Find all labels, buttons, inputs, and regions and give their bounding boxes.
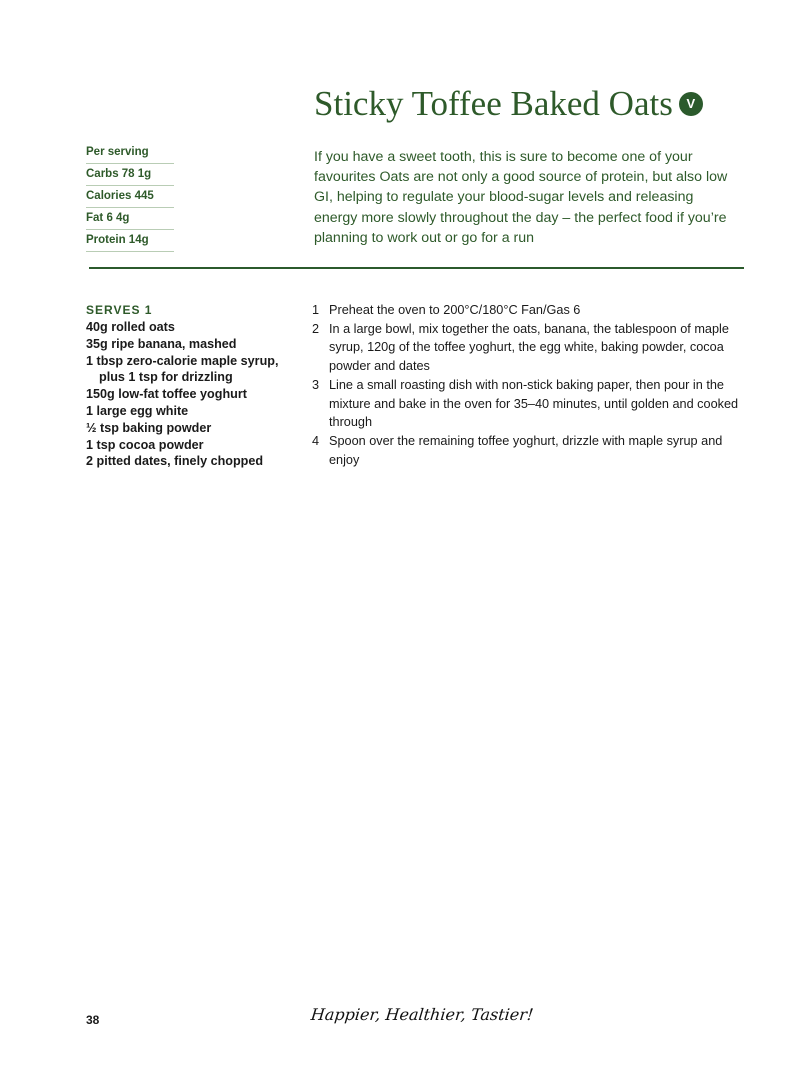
serves-heading: SERVES 1 bbox=[86, 303, 153, 317]
recipe-title-text: Sticky Toffee Baked Oats bbox=[314, 84, 673, 123]
recipe-intro-text: If you have a sweet tooth, this is sure to become one of your favourites Oats are not only a good source of protein, but also low GI, helping to regulate your blood-sugar levels and releasing energy more slowly throughout the day – the perfect food if you’re planning to work out or go for a run bbox=[314, 149, 728, 246]
ingredient-item: 1 large egg white bbox=[86, 403, 189, 418]
method-section bbox=[312, 301, 742, 469]
ingredients-section bbox=[86, 302, 296, 470]
step-text: Line a small roasting dish with non-stick baking paper, then pour in the mixture and bake in the oven for 35–40 minutes, until golden and cooked through bbox=[329, 377, 739, 430]
step-text: In a large bowl, mix together the oats, banana, the tablespoon of maple syrup, 120g of the toffee yoghurt, the egg white, baking powder, cocoa powder and dates bbox=[329, 321, 729, 374]
ingredient-item: 150g low-fat toffee yoghurt bbox=[86, 387, 247, 402]
book-tagline: Happier, Healthier, Tastier! bbox=[310, 1005, 535, 1024]
section-divider bbox=[89, 267, 744, 269]
method-step bbox=[312, 432, 742, 469]
recipe-intro bbox=[314, 147, 734, 248]
step-number: 3 bbox=[312, 377, 320, 392]
ingredient-item: 40g rolled oats bbox=[86, 320, 175, 334]
nutrition-fat: Fat 6 4g bbox=[86, 208, 174, 230]
nutrition-panel bbox=[86, 142, 174, 252]
page-number: 38 bbox=[86, 1013, 100, 1027]
vegetarian-badge-icon: V bbox=[679, 92, 703, 116]
step-number: 4 bbox=[312, 433, 320, 448]
step-number: 1 bbox=[312, 303, 320, 317]
step-number: 2 bbox=[312, 321, 320, 336]
ingredient-item: ½ tsp baking powder bbox=[86, 420, 212, 435]
nutrition-protein: Protein 14g bbox=[86, 230, 174, 252]
ingredient-item: 1 tsp cocoa powder bbox=[86, 437, 204, 452]
method-steps bbox=[312, 301, 742, 469]
nutrition-carbs: Carbs 78 1g bbox=[86, 164, 174, 186]
nutrition-heading: Per serving bbox=[86, 142, 174, 164]
method-step bbox=[312, 376, 742, 432]
ingredient-item: 2 pitted dates, finely chopped bbox=[86, 454, 264, 469]
step-text: Preheat the oven to 200°C/180°C Fan/Gas 6 bbox=[329, 303, 581, 317]
ingredient-item: 1 tbsp zero-calorie maple syrup, plus 1 tsp for drizzling bbox=[86, 353, 279, 385]
ingredient-list bbox=[86, 319, 296, 470]
ingredient-item: 35g ripe banana, mashed bbox=[86, 336, 237, 351]
nutrition-calories: Calories 445 bbox=[86, 186, 174, 208]
method-step bbox=[312, 301, 742, 320]
method-step bbox=[312, 320, 742, 376]
step-text: Spoon over the remaining toffee yoghurt, drizzle with maple syrup and enjoy bbox=[329, 433, 723, 467]
recipe-title bbox=[314, 84, 703, 124]
